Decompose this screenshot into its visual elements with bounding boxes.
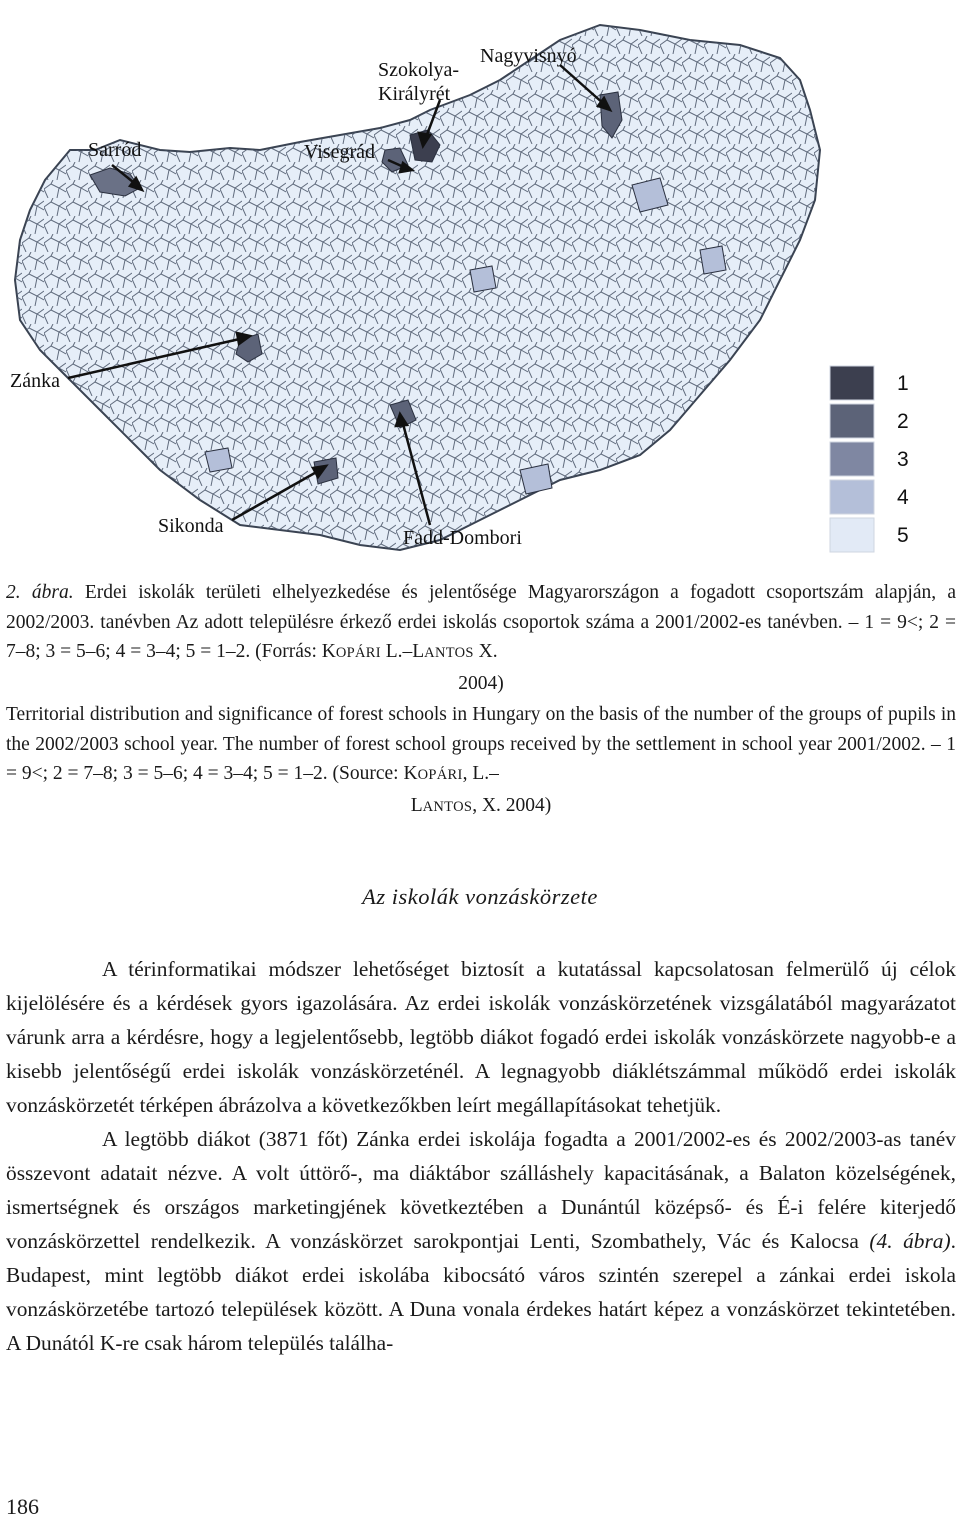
label-visegrad: Visegrád <box>304 141 375 163</box>
label-szokolya: Szokolya- <box>378 59 460 81</box>
caption-hu-mid: L.–L <box>380 641 425 662</box>
legend-label-2: 2 <box>897 410 909 433</box>
hungary-map <box>0 0 960 570</box>
legend-swatch-3 <box>830 442 874 476</box>
figure-caption-english <box>6 700 956 822</box>
legend-swatch-5 <box>830 518 874 552</box>
caption-en-l: L <box>410 794 423 816</box>
caption-en-author1: OPÁRI <box>417 767 463 783</box>
caption-en-text: Territorial distribution and significance of forest schools in Hungary on the basis of the number of the groups of pupils in the 2002/2003 school year. The number of forest school groups received by the settlement in school year 2001/2002. – 1 = 9<; 2 = 7–8; 3 = 5–6; 4 = 3–4; 5 = 1–2. (Source: K <box>6 704 956 784</box>
label-kiralyret: Királyrét <box>378 83 451 105</box>
legend-swatch-4 <box>830 480 874 514</box>
label-sikonda: Sikonda <box>158 515 224 537</box>
label-sarrod: Sarród <box>88 139 142 161</box>
caption-hu-text: Erdei iskolák területi elhelyezkedése és jelentősége Magyarországon a fogadott csoportszám alapján, a 2002/2003. tanévben Az adott településre érkező erdei iskolás csoportok száma a 2001/2002-es tanévben. – 1 = 9<; 2 = 7–8; 3 = 5–6; 4 = 3–4; 5 = 1–2. (Forrás: K <box>6 582 957 662</box>
figure-reference: (4. ábra) <box>869 1229 951 1253</box>
legend-label-3: 3 <box>897 448 909 471</box>
paragraph-1: A térinformatikai módszer lehetőséget biztosít a kutatással kapcsolatosan felmerülő új célok kijelölésére és a kérdések gyors igazolására. Az erdei iskolák vonzáskörzetének vizsgálatából magyarázatot várunk arra a kérdésre, hogy a legjelentősebb, legtöbb diákot fogadó erdei iskolák vonzáskörzete nagyobb-e a kisebb jelentőségű erdei iskolák vonzáskörzeténél. A legnagyobb diáklétszámmal működő erdei iskolák vonzáskörzetét térképen ábrázolva a következőkben leírt megállapításokat tehetjük. <box>6 957 956 1117</box>
caption-en-mid: , L.– <box>462 763 499 784</box>
caption-en-last-line <box>6 791 956 823</box>
legend-label-1: 1 <box>897 372 909 395</box>
figure-caption-hungarian <box>6 578 956 698</box>
label-fadd-dombori: Fadd-Dombori <box>403 527 522 549</box>
caption-hu-author1: OPÁRI <box>335 645 381 661</box>
paragraph-2-part-a: A legtöbb diákot (3871 főt) Zánka erdei iskolája fogadta a 2001/2002-es és 2002/2003-as tanév összevont adatait nézve. A volt úttörő-, ma diáktábor szálláshely kapacitásának, a Balaton közelségének, ismertségnek és országos marketingjének következtében a Dunántúl középső- és É-i felére kiterjedő vonzáskörzettel rendelkezik. A vonzáskörzet sarokpontjai Lenti, Szombathely, Vác és Kalocsa <box>6 1127 956 1253</box>
legend-swatch-2 <box>830 404 874 438</box>
caption-en-year: , X. 2004) <box>472 794 552 816</box>
body-text <box>6 952 956 1360</box>
section-heading: Az iskolák vonzáskörzete <box>362 884 598 909</box>
paragraph-2-part-b: . Budapest, mint legtöbb diákot erdei iskolába kibocsátó város szintén szerepel a zánkai erdei iskola vonzáskörzetébe tartozó települések között. A Duna vonala érdekes határt képez a vonzáskörzet tekintetében. A Dunától K-re csak három település találha- <box>6 1229 956 1355</box>
paragraph-2 <box>6 1122 956 1360</box>
caption-hu-year: 2004) <box>458 672 504 694</box>
caption-hu-tail: X. <box>473 641 498 662</box>
page-number: 186 <box>6 1494 39 1519</box>
label-zanka: Zánka <box>10 370 60 392</box>
caption-hu-author2: ANTOS <box>424 645 474 661</box>
figure-number: 2. ábra. <box>6 582 74 603</box>
legend-swatch-1 <box>830 366 874 400</box>
map-figure <box>0 0 960 570</box>
caption-en-author2: ANTOS <box>422 798 473 815</box>
label-nagyvisnyo: Nagyvisnyó <box>480 45 577 67</box>
map-legend <box>822 356 960 556</box>
legend-label-4: 4 <box>897 486 909 509</box>
legend-label-5: 5 <box>897 524 909 547</box>
